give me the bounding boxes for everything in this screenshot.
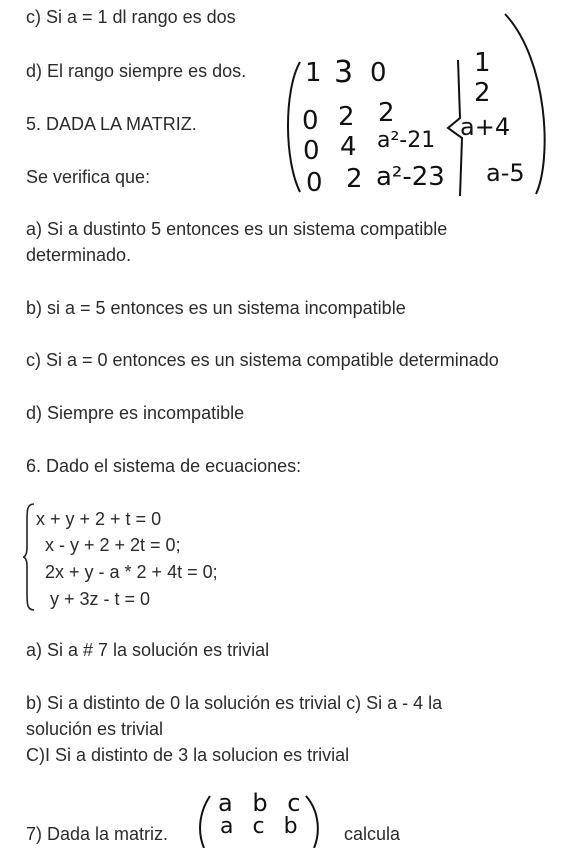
equation-1: x + y + 2 + t = 0 (36, 509, 162, 529)
m5-r2c1: 0 (302, 106, 319, 136)
q6-option-b-line2: solución es trivial (26, 719, 164, 739)
q6-option-b-line1: b) Si a distinto de 0 la solución es trivial c) Si a - 4 la (26, 693, 443, 713)
system-brace (22, 502, 36, 612)
q6-option-a: a) Si a # 7 la solución es trivial (26, 640, 270, 660)
q5-option-a-line1: a) Si a dustinto 5 entonces es un sistema compatible (26, 219, 448, 239)
m5-aug1: 1 (474, 48, 491, 78)
m5-aug4: a-5 (486, 159, 525, 187)
se-verifica-label: Se verifica que: (26, 167, 151, 187)
m5-aug2: 2 (474, 78, 491, 108)
m5-r2c2: 2 (338, 102, 355, 132)
m5-r1c1: 1 (305, 58, 322, 88)
m5-r1c3: 0 (370, 58, 387, 88)
m7-row2: a c b (220, 814, 304, 839)
question-7-heading: 7) Dada la matriz. (26, 824, 169, 844)
m5-r4c3: a²-23 (376, 162, 445, 192)
equation-3: 2x + y - a * 2 + 4t = 0; (45, 562, 218, 582)
m5-r4c1: 0 (306, 168, 323, 198)
q5-option-d: d) Siempre es incompatible (26, 403, 245, 423)
equation-2: x - y + 2 + 2t = 0; (45, 535, 181, 555)
m5-r3c1: 0 (303, 136, 320, 166)
q5-option-a-line2: determinado. (26, 245, 132, 265)
option-c-rank: c) Si a = 1 dl rango es dos (26, 7, 236, 27)
m5-r2c3: 2 (378, 98, 395, 128)
option-d-rank: d) El rango siempre es dos. (26, 61, 247, 81)
question-5-heading: 5. DADA LA MATRIZ. (26, 114, 197, 134)
equation-4: y + 3z - t = 0 (50, 589, 151, 609)
m5-aug3: a+4 (460, 113, 511, 141)
m7-row1: a b c (218, 789, 307, 817)
q6-option-c: C)I Si a distinto de 3 la solucion es trivial (26, 745, 350, 765)
m5-r3c2: 4 (340, 132, 357, 162)
m5-r3c3: a²-21 (377, 128, 436, 153)
calcula-label: calcula (344, 824, 401, 844)
q5-option-c: c) Si a = 0 entonces es un sistema compatible determinado (26, 350, 499, 370)
m5-r1c2: 3 (334, 55, 354, 90)
question-6-heading: 6. Dado el sistema de ecuaciones: (26, 456, 302, 476)
q5-option-b: b) si a = 5 entonces es un sistema incompatible (26, 298, 406, 318)
m5-r4c2: 2 (346, 164, 363, 194)
